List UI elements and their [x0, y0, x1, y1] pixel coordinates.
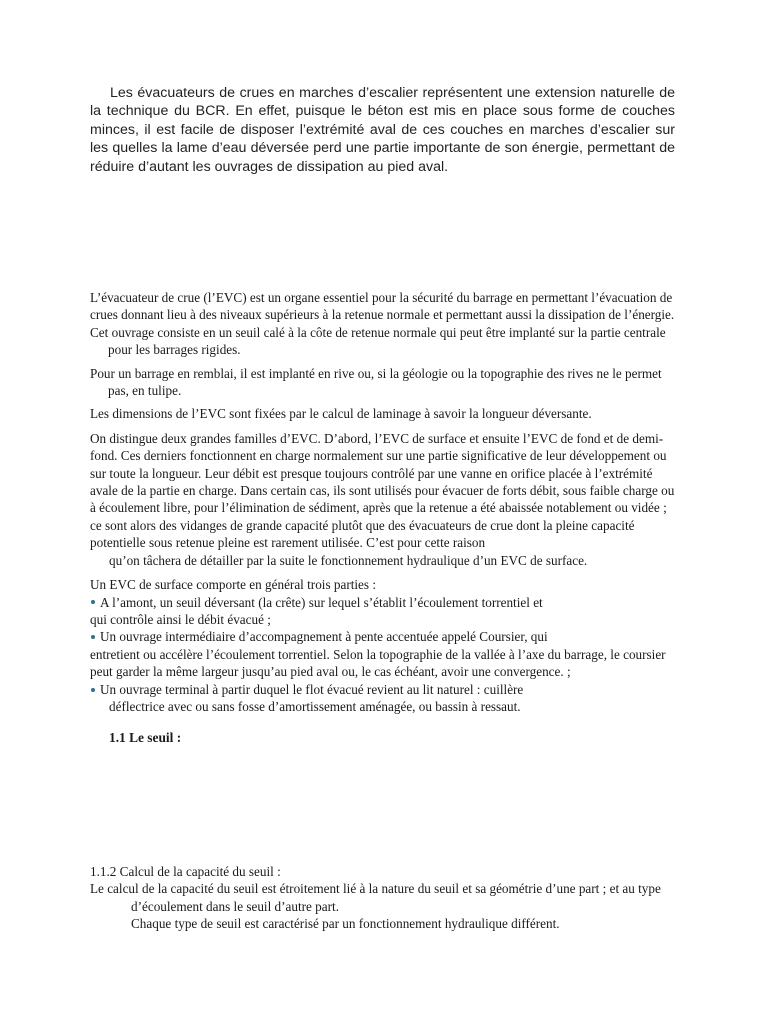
list-item — [90, 628, 680, 680]
paragraph-type-seuil: Chaque type de seuil est caractérisé par un fonctionnement hydraulique différent. — [131, 916, 560, 932]
bullet-icon — [91, 600, 95, 604]
heading-seuil: 1.1 Le seuil : — [109, 730, 182, 746]
list-item — [90, 681, 680, 716]
paragraph-dimensions: Les dimensions de l’EVC sont fixées par le calcul de laminage à savoir la longueur déversante. — [90, 406, 592, 422]
paragraph-capacite: Le calcul de la capacité du seuil est étroitement lié à la nature du seuil et sa géométrie d’une part ; et au type d’écoulement dans le seuil d’autre part. — [90, 881, 661, 914]
bullet1-line1: A l’amont, un seuil déversant (la crête) sur lequel s’établit l’écoulement torrentiel et — [100, 594, 543, 610]
parties-list — [90, 594, 680, 716]
bullet2-line1: Un ouvrage intermédiaire d’accompagnement à pente accentuée appelé Coursier, qui — [100, 629, 548, 645]
bullet3-rest: déflectrice avec ou sans fosse d’amortissement aménagée, ou bassin à ressaut. — [109, 698, 521, 714]
bullet3-line1: Un ouvrage terminal à partir duquel le flot évacué revient au lit naturel : cuillère — [100, 681, 524, 697]
evc-body — [90, 289, 680, 747]
paragraph-parties-intro: Un EVC de surface comporte en général trois parties : — [90, 577, 376, 593]
paragraph-ouvrage: Cet ouvrage consiste en un seuil calé à la côte de retenue normale qui peut être implanté sur la partie centrale pour les barrages rigides. — [90, 324, 666, 358]
bullet1-rest: qui contrôle ainsi le débit évacué ; — [90, 611, 271, 627]
list-item — [90, 594, 680, 629]
intro-paragraph: Les évacuateurs de crues en marches d’escalier représentent une extension naturelle de la technique du BCR. En effet, puisque le béton est mis en place sous forme de couches minces, il est facile de disposer l’extrémité aval de ces couches en marches d’escalier sur les quelles la lame d’eau déversée perd une partie importante de son énergie, permettant de réduire d’autant les ouvrages de dissipation au pied aval. — [90, 85, 675, 175]
paragraph-remblai: Pour un barrage en remblai, il est implanté en rive ou, si la géologie ou la topographie des rives ne le permet pas, en tulipe. — [90, 365, 662, 399]
heading-capacite: 1.1.2 Calcul de la capacité du seuil : — [90, 864, 281, 879]
bullet2-rest: entretient ou accélère l’écoulement torrentiel. Selon la topographie de la vallée à l’axe du barrage, le coursier peut garder la même largeur jusqu’au pied aval ou, le cas échéant, avoir une convergence. ; — [90, 646, 666, 680]
capacite-section — [90, 863, 680, 933]
paragraph-familles-tail: qu’on tâchera de détailler par la suite le fonctionnement hydraulique d’un EVC de surface. — [109, 552, 588, 568]
paragraph-evc-role: L’évacuateur de crue (l’EVC) est un organe essentiel pour la sécurité du barrage en permettant l’évacuation de crues donnant lieu à des niveaux supérieurs à la retenue normale et permettant aussi la dissipation de l’énergie. — [90, 290, 675, 323]
paragraph-familles — [90, 430, 680, 569]
paragraph-familles-main: On distingue deux grandes familles d’EVC. D’abord, l’EVC de surface et ensuite l’EVC de fond et de demi-fond. Ces derniers fonctionnent en charge normalement sur une partie significative de leur développement ou sur toute la longueur. Leur débit est presque toujours contrôlé par une vanne en orifice placée à l’extrémité avale de la partie en charge. Dans certain cas, ils sont utilisés pour évacuer de forts débit, sous faible charge ou à écoulement libre, pour l’élimination de sédiment, après que la retenue a été abaissée notablement ou vidée ; ce sont alors des vidanges de grande capacité plutôt que des évacuateurs de crue dont la pleine capacité potentielle sous retenue pleine est rarement utilisée. C’est pour cette raison — [90, 430, 675, 551]
bullet-icon — [91, 688, 95, 692]
bullet-icon — [91, 635, 95, 639]
